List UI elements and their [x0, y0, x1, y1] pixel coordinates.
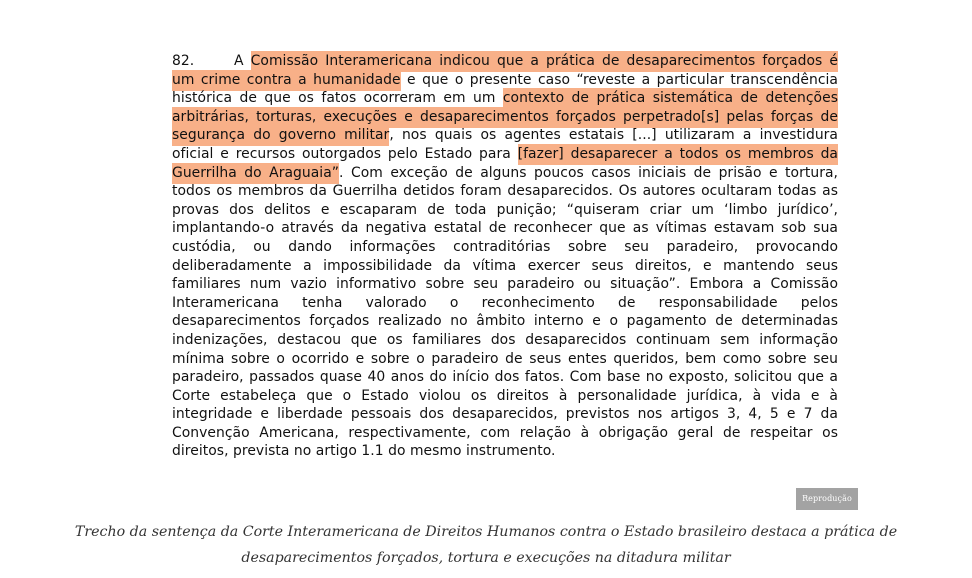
document-excerpt: [172, 52, 838, 461]
figure-caption: Trecho da sentença da Corte Interamericana de Direitos Humanos contra o Estado brasileiro destaca a prática de desaparecimentos forçados, tortura e execuções na ditadura militar: [74, 524, 898, 566]
paragraph-number: 82.: [172, 53, 195, 69]
text-segment: e que o presente caso “reveste a particular transcendência histórica de que os fatos ocorreram em um: [172, 71, 838, 107]
highlighted-segment: [fazer] desaparecer a todos os membros da Guerrilha do Araguaia”: [172, 144, 838, 184]
highlighted-segment: contexto de prática sistemática de detenções arbitrárias, torturas, execuções e desaparecimentos forçados perpetrado[s] pelas forças de segurança do governo militar: [172, 88, 838, 146]
text-segment: A: [234, 53, 251, 69]
text-segment: , nos quais os agentes estatais [...] utilizaram a investidura oficial e recursos outorgados pelo Estado para: [172, 127, 838, 162]
photo-credit-badge: Reprodução: [796, 488, 858, 510]
highlighted-segment: Comissão Interamericana indicou que a prática de desaparecimentos forçados é um crime contra a humanidade: [172, 51, 838, 91]
text-segment: . Com exceção de alguns poucos casos iniciais de prisão e tortura, todos os membros da Guerrilha detidos foram desaparecidos. Os autores ocultaram todas as provas dos delitos e escaparam de toda punição; “quiseram criar um ‘limbo jurídico’, implantando-o através da negativa estatal de reconhecer que as vítimas estavam sob sua custódia, ou dando informações contraditórias sobre seu paradeiro, provocando deliberadamente a impossibilidade da vítima exercer seus direitos, e mantendo seus familiares num vazio informativo sobre seu paradeiro ou situação”. Embora a Comissão Interamericana tenha valorado o reconhecimento de responsabilidade pelos desaparecimentos forçados realizado no âmbito interno e o pagamento de determinadas indenizações, destacou que os familiares dos desaparecidos continuam sem informação mínima sobre o ocorrido e sobre o paradeiro de seus entes queridos, bem como sobre seu paradeiro, passados quase 40 anos do início dos fatos. Com base no exposto, solicitou que a Corte estabeleça que o Estado violou os direitos à personalidade jurídica, à vida e à integridade e liberdade pessoais dos desaparecidos, previstos nos artigos 3, 4, 5 e 7 da Convenção Americana, respectivamente, com relação à obrigação geral de respeitar os direitos, prevista no artigo 1.1 do mesmo instrumento.: [172, 164, 838, 460]
